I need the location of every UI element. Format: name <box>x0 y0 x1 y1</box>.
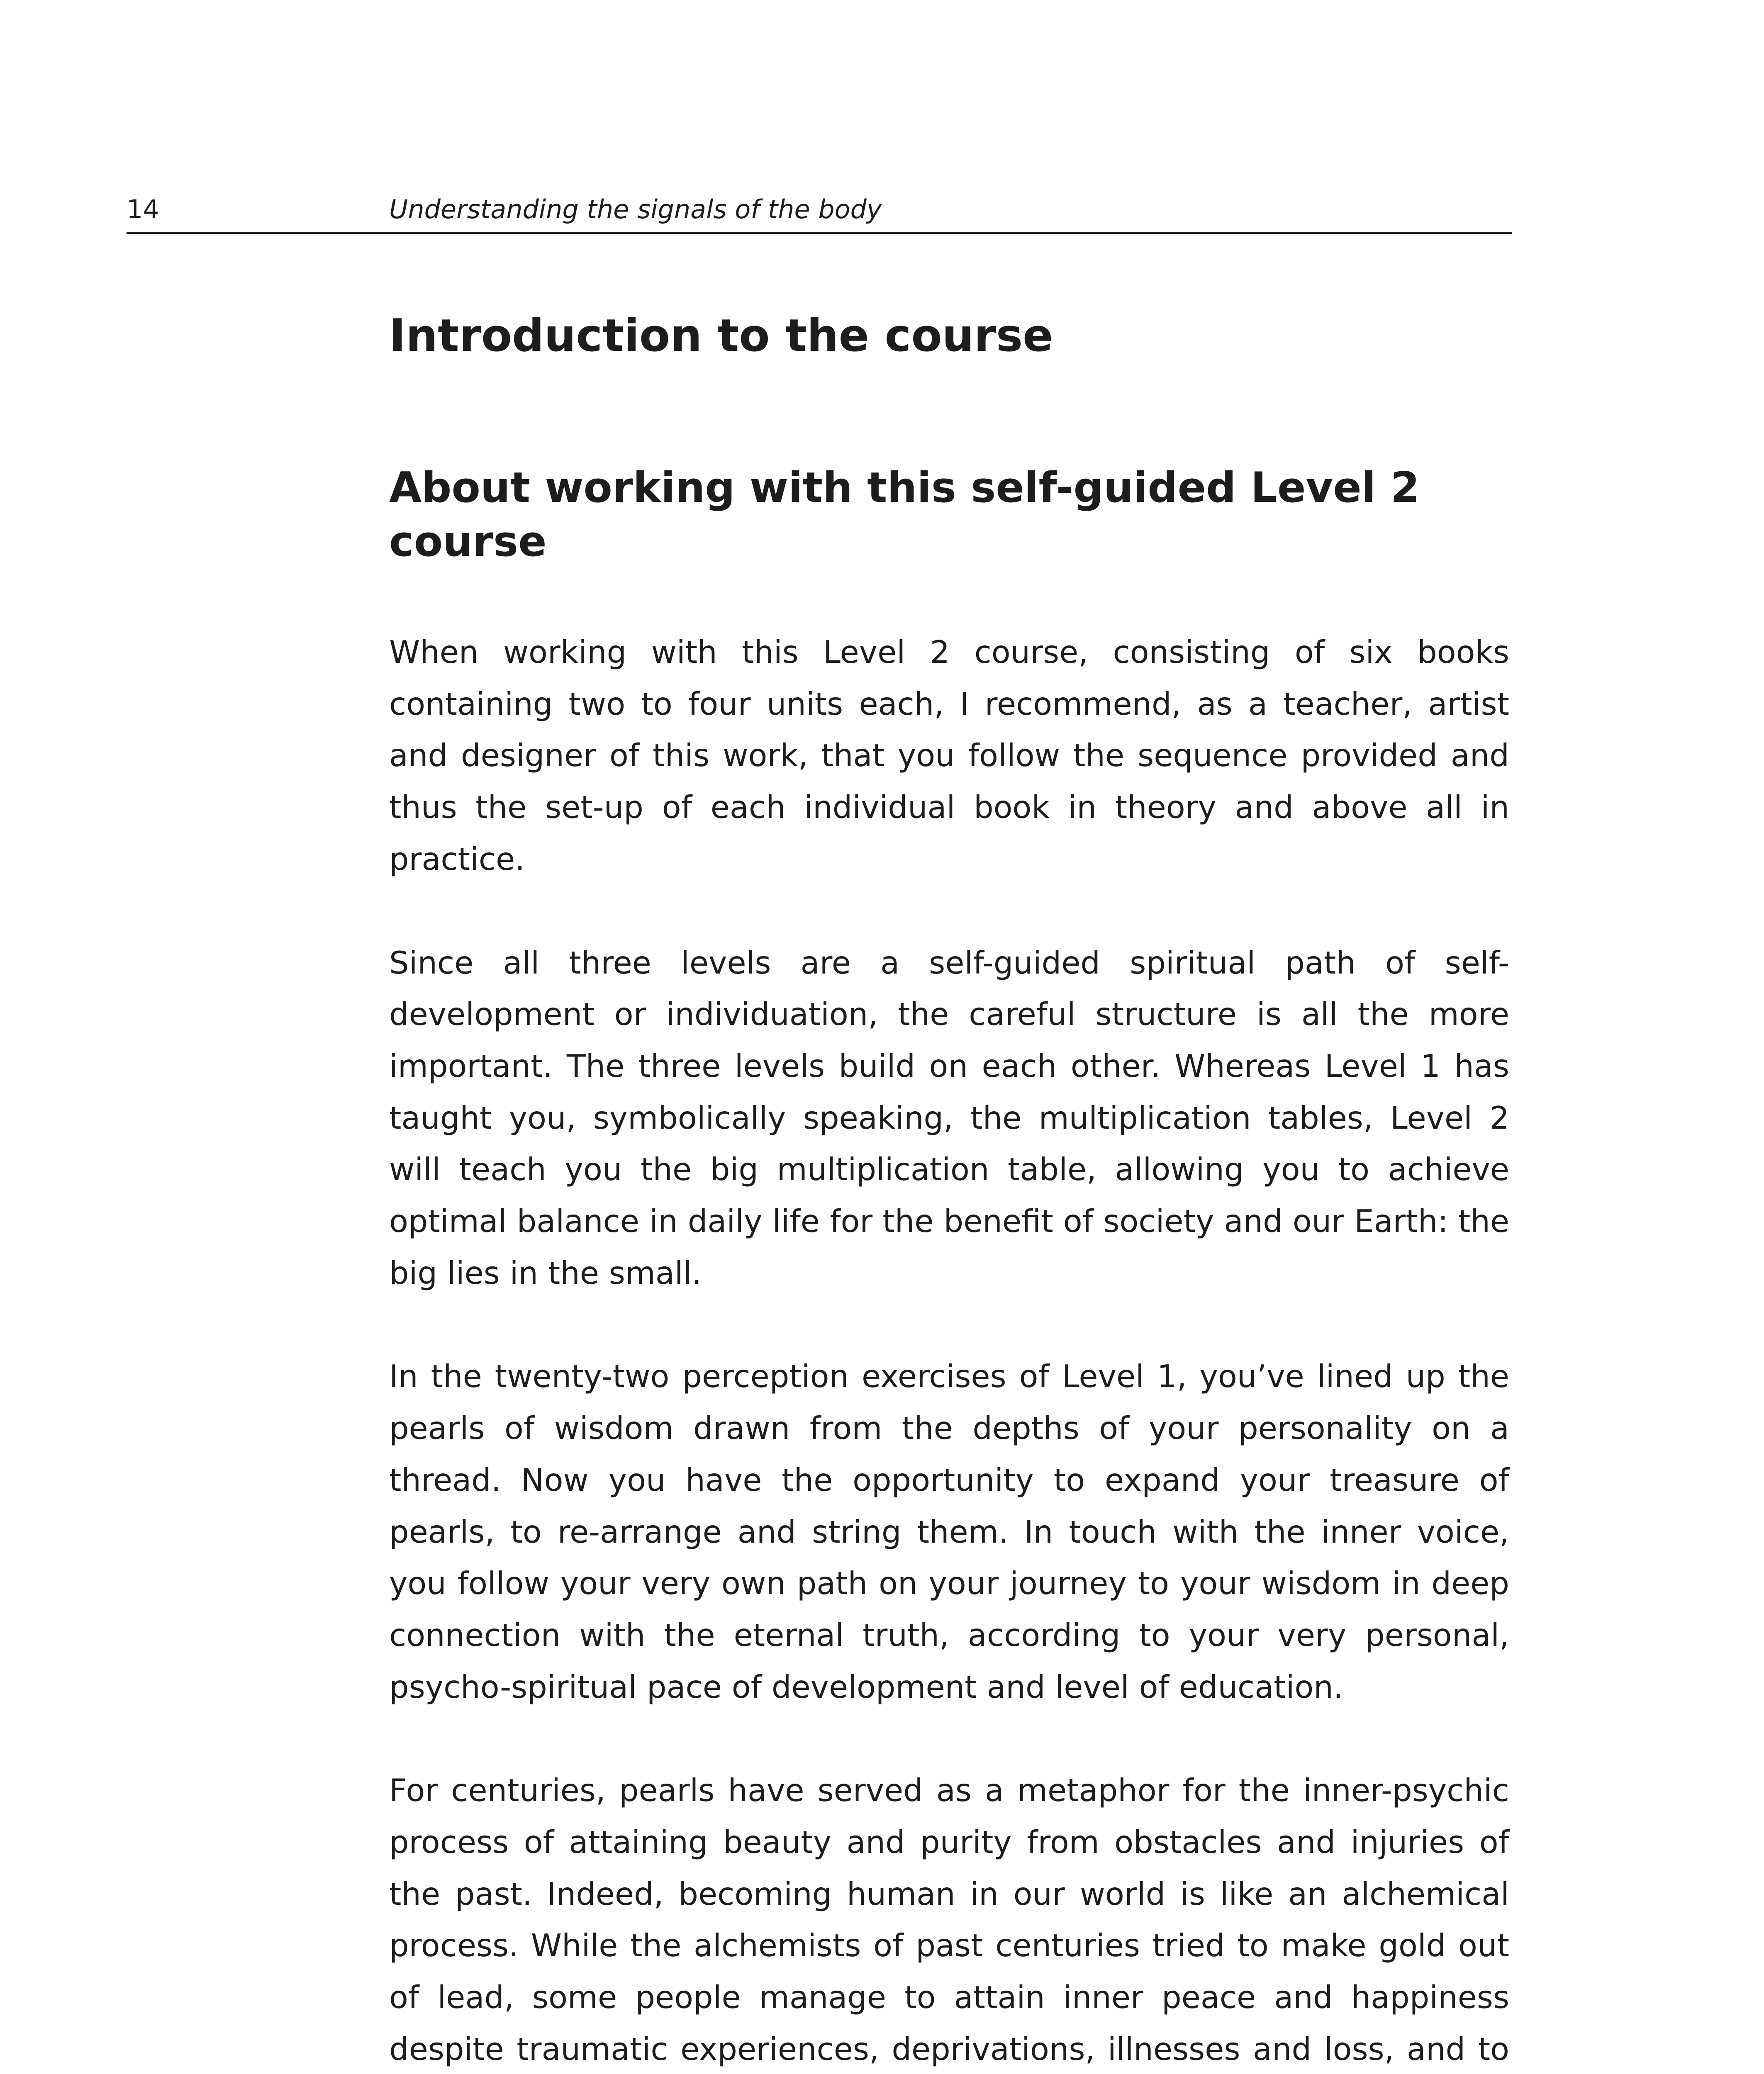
body-paragraph: In the twenty-two perception exercises of Level 1, you’ve lined up the pearls of wisdom drawn from the depths of your personality on a thread. Now you have the opportunity to expand your treasure of pearls, to re-arrange and string them. In touch with the inner voice, you follow your very own path on your journey to your wisdom in deep connection with the eternal truth, according to your very personal, psycho-spiritual pace of development and level of education. <box>389 1358 1509 1705</box>
body-paragraph: When working with this Level 2 course, consisting of six books containing two to four units each, I recommend, as a teacher, artist and designer of this work, that you follow the sequence provided and thus the set-up of each individual book in theory and above all in practice. <box>389 634 1509 877</box>
page-number: 14 <box>127 194 159 224</box>
running-header <box>127 193 1512 234</box>
section-title: About working with this self-guided Level 2 course <box>389 463 1420 566</box>
body-paragraph: Since all three levels are a self-guided spiritual path of self-development or individuation, the careful structure is all the more important. The three levels build on each other. Whereas Level 1 has taught you, symbolically speaking, the multiplication tables, Level 2 will teach you the big multiplication table, allowing you to achieve optimal balance in daily life for the benefit of society and our Earth: the big lies in the small. <box>389 944 1509 1291</box>
running-title: Understanding the signals of the body <box>389 194 882 224</box>
chapter-title: Introduction to the course <box>389 310 1053 362</box>
page-body <box>389 307 1509 2074</box>
body-paragraph: For centuries, pearls have served as a metaphor for the inner-psychic process of attaining beauty and purity from obstacles and injuries of the past. Indeed, becoming human in our world is like an alchemical process. While the alchemists of past centuries tried to make gold out of lead, some people manage to attain inner peace and happiness despite traumatic experiences, deprivations, illnesses and loss, and to <box>389 1772 1509 2067</box>
